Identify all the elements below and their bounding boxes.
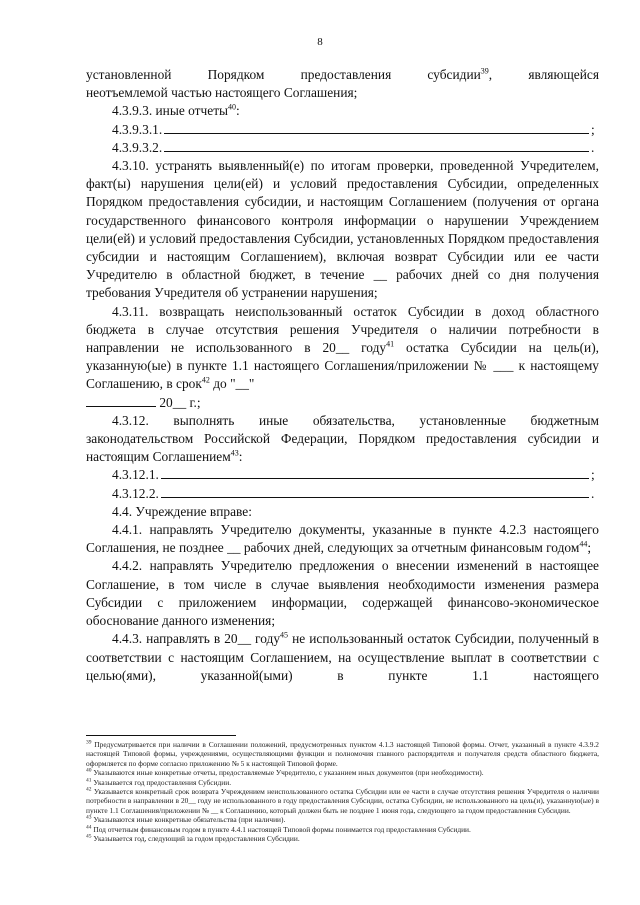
paragraph-4-4-1 xyxy=(86,521,599,557)
item-end: ; xyxy=(591,121,595,137)
text: : xyxy=(238,449,243,465)
text: до "__" xyxy=(209,376,255,392)
blank-rule xyxy=(164,139,589,152)
footnote xyxy=(86,825,599,834)
paragraph-4-4: 4.4. Учреждение вправе: xyxy=(112,503,252,519)
footnote-text: Указывается год предоставления Субсидии. xyxy=(93,777,232,787)
text: 4.3.9.3. иные отчеты xyxy=(112,103,229,119)
paragraph-4-3-11 xyxy=(86,303,599,394)
paragraph-reporting-form xyxy=(86,66,599,84)
footnote-ref: 43 xyxy=(230,448,239,458)
footnotes xyxy=(86,740,599,843)
footnote-ref: 40 xyxy=(228,102,237,112)
item-label: 4.3.9.3.1. xyxy=(112,121,163,137)
item-end: . xyxy=(591,485,595,501)
footnote-ref: 45 xyxy=(280,630,289,640)
footnote-text: Под отчетным финансовым годом в пункте 4.4.1 настоящей Типовой формы понимается год предоставления Субсидии. xyxy=(93,824,471,834)
blank-rule xyxy=(86,394,156,407)
footnote xyxy=(86,787,599,815)
footnote-number: 41 xyxy=(86,777,92,784)
item-label: 4.3.12.1. xyxy=(112,467,159,483)
text: не использованный остаток Субсидии, полученный в соответствии с настоящим Соглашением, на осуществление выплат в соответствии с целью(ями), указанной(ыми) в пункте 1.1 настоящего xyxy=(86,631,599,683)
paragraph-reporting-form-cont: неотъемлемой частью настоящего Соглашения; xyxy=(86,85,358,101)
footnote-number: 39 xyxy=(86,739,92,746)
footnote-text: Указываются иные конкретные обязательства (при наличии). xyxy=(93,815,286,825)
blank-line-4-3-12-2 xyxy=(112,485,599,503)
text: 4.3.11. возвращать неиспользованный остаток Субсидии в доход областного бюджета в случае отсутствия решения Учредителя о наличии потребности в направлении не использованного в 20__ году xyxy=(86,303,599,356)
text: 4.4.3. направлять в 20__ году xyxy=(112,631,281,647)
text: 4.3.12. выполнять иные обязательства, установленные бюджетным законодательством Российской Федерации, Порядком предоставления субсидии и настоящим Соглашением xyxy=(86,412,599,465)
paragraph-4-4-3 xyxy=(86,630,599,685)
blank-rule xyxy=(164,121,589,134)
text: : xyxy=(236,103,240,119)
footnote-number: 43 xyxy=(86,814,92,821)
footnote-text: Указывается конкретный срок возврата Учреждением неиспользованного остатка Субсидии или ее части в случае отсутствия решения Учредителя о наличии потребности в направлении в 20__ году не использованного в году предоставления Субсидии, остатка Субсидии, не использованного на цель(и), указанную(ые) в пункте 1.1 Соглашения/приложении № __ к Соглашению, который должен быть не позднее 1 июня года, следующего за годом предоставления Субсидии. xyxy=(86,787,599,815)
item-label: 4.3.12.2. xyxy=(112,485,159,501)
paragraph-4-3-11-date xyxy=(86,394,599,412)
paragraph-4-3-12 xyxy=(86,412,599,467)
footnote-ref: 42 xyxy=(201,375,210,385)
footnote-number: 42 xyxy=(86,786,92,793)
text: установленной Порядком предоставления субсидии xyxy=(86,67,481,82)
text: 4.4.1. направлять Учредителю документы, указанные в пункте 4.2.3 настоящего Соглашения, не позднее __ рабочих дней, следующих за отчетным финансовым годом xyxy=(86,522,599,556)
text: остатка Субсидии на цель(и), указанную(ые) в пункте 1.1 настоящего Соглашения/приложении № ___ к настоящему Соглашению, в срок xyxy=(86,340,599,392)
paragraph-4-3-10: 4.3.10. устранять выявленный(е) по итогам проверки, проведенной Учредителем, факт(ы) нарушения цели(ей) и условий предоставления Субсидии, определенных Порядком предоставления субсидии, и настоящим Соглашением (получения от органа государственного финансового контроля информации о нарушении Учреждением цели(ей) и условий предоставления Субсидии, установленных Порядком предоставления субсидии и настоящим Соглашением), включая возврат Субсидии или ее части Учредителю в областной бюджет, в течение __ рабочих дней со дня получения требования Учредителя об устранении нарушения; xyxy=(86,158,599,301)
footnote xyxy=(86,778,599,787)
footnote xyxy=(86,768,599,777)
footnote-number: 44 xyxy=(86,824,92,831)
item-end: ; xyxy=(591,467,595,483)
footnote xyxy=(86,740,599,768)
text: ; xyxy=(587,540,592,556)
item-label: 4.3.9.3.2. xyxy=(112,139,163,155)
text: , являющейся xyxy=(488,67,599,82)
paragraph-4-4-2: 4.4.2. направлять Учредителю предложения о внесении изменений в настоящее Соглашение, в том числе в случае выявления необходимости изменения размера Субсидии с приложением информации, содержащей финансово-экономическое обоснование данного изменения; xyxy=(86,558,599,629)
footnote-ref: 39 xyxy=(480,66,489,76)
footnote-text: Указываются иные конкретные отчеты, предоставляемые Учредителю, с указанием иных документов (при необходимости). xyxy=(93,768,484,778)
footnote-text: Предусматривается при наличии в Соглашении положений, предусмотренных пунктом 4.1.3 настоящей Типовой формы. Отчет, указанный в пункте 4.3.9.2 настоящей Типовой формы, учреждениями, осуществляющими функции и полномочия главного распорядителя и получателя средств областного бюджета, оформляется по форме согласно приложению № 5 к настоящей Типовой форме. xyxy=(86,740,599,768)
text: 20__ г.; xyxy=(159,394,201,410)
item-end: . xyxy=(591,139,595,155)
footnote-text: Указывается год, следующий за годом предоставления Субсидии. xyxy=(93,834,300,844)
footnote-number: 45 xyxy=(86,833,92,840)
footnote-ref: 41 xyxy=(386,339,395,349)
page-number: 8 xyxy=(317,36,323,48)
blank-line-4-3-9-3-2 xyxy=(112,139,599,157)
paragraph-4-3-9-3 xyxy=(86,102,599,120)
footnote-number: 40 xyxy=(86,767,92,774)
blank-line-4-3-9-3-1 xyxy=(112,121,599,139)
document-body xyxy=(86,66,599,685)
blank-line-4-3-12-1 xyxy=(112,466,599,484)
blank-rule xyxy=(161,485,589,498)
footnote-separator xyxy=(86,735,236,736)
blank-rule xyxy=(161,466,589,479)
footnote xyxy=(86,834,599,843)
footnote-ref: 44 xyxy=(579,539,588,549)
footnote xyxy=(86,815,599,824)
